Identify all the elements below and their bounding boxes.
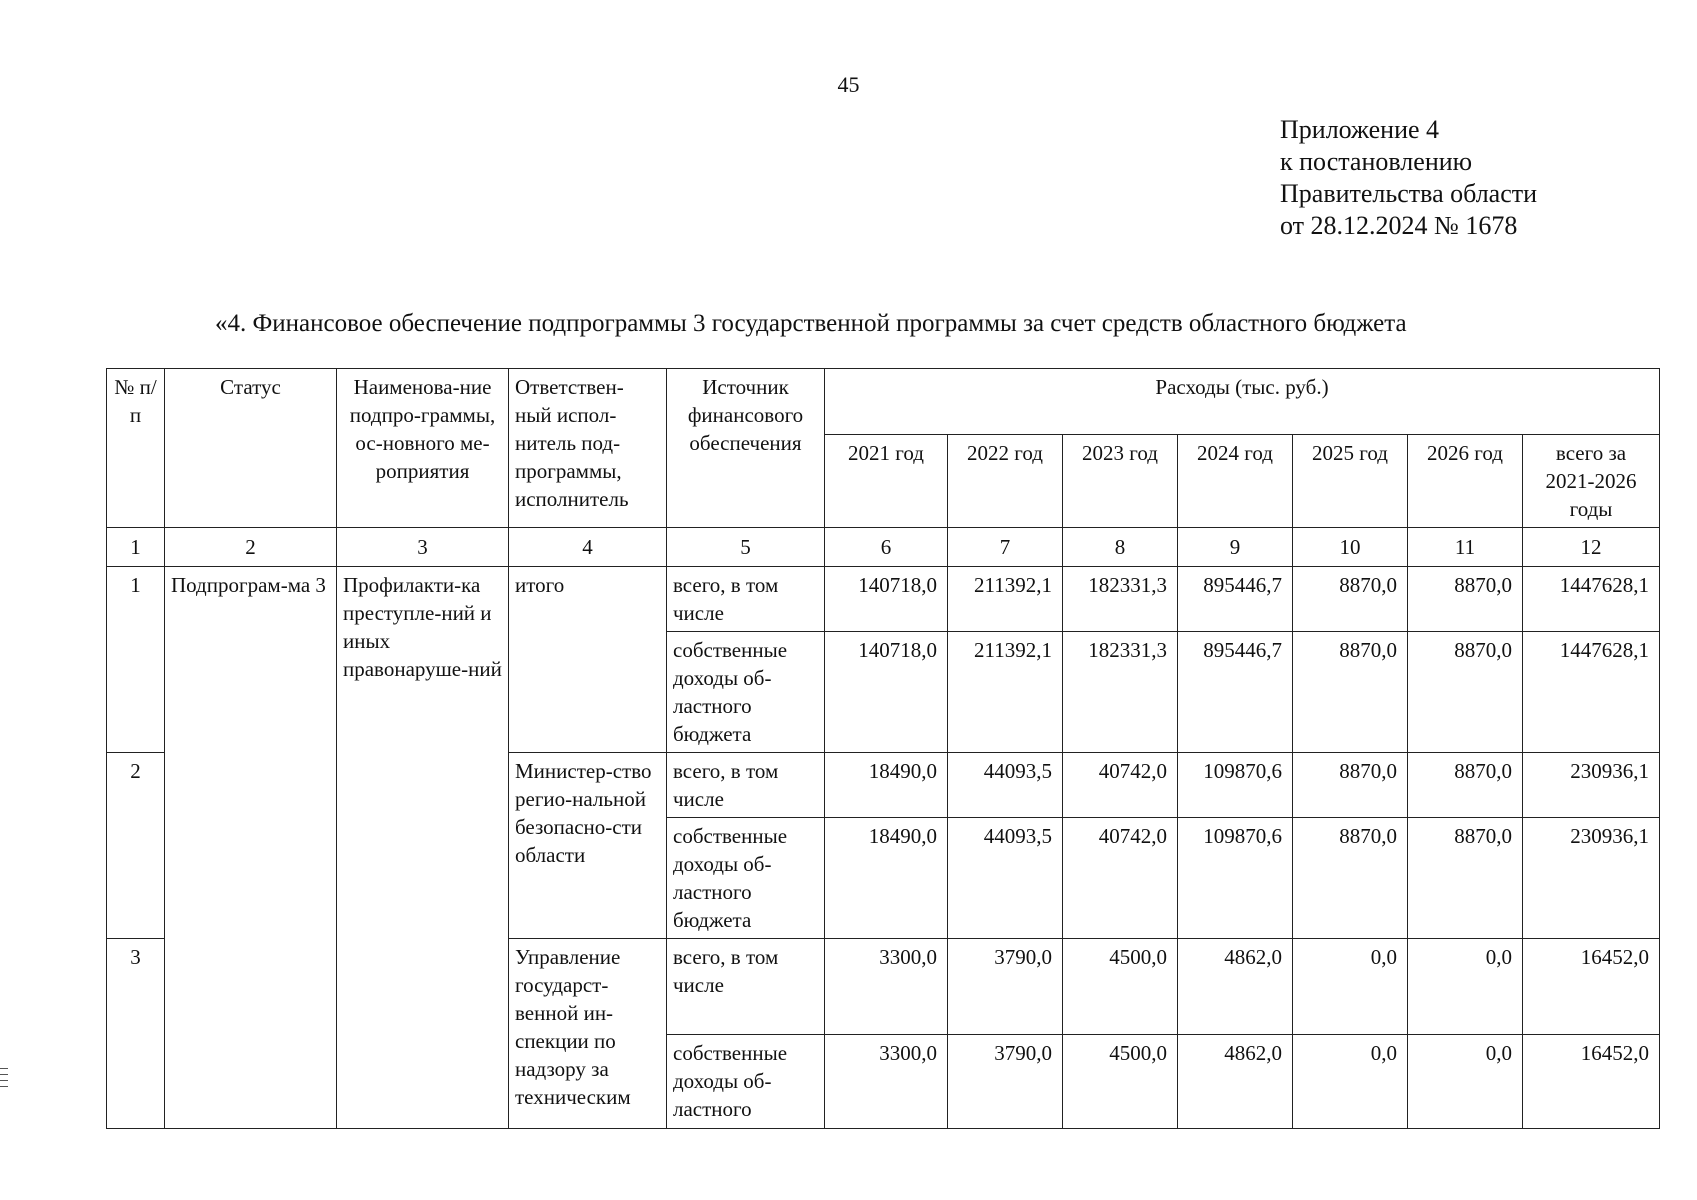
value-cell: 40742,0 [1063, 818, 1178, 939]
header-year-2025: 2025 год [1293, 435, 1408, 528]
value-cell: 230936,1 [1523, 753, 1660, 818]
column-number: 2 [165, 528, 337, 567]
appendix-line: Правительства области [1280, 179, 1538, 208]
value-cell: 16452,0 [1523, 1035, 1660, 1129]
header-year-2022: 2022 год [948, 435, 1063, 528]
value-cell: 211392,1 [948, 567, 1063, 632]
value-cell: 4862,0 [1178, 939, 1293, 1035]
value-cell: 182331,3 [1063, 632, 1178, 753]
header-source: Источник финансового обеспечения [667, 369, 825, 528]
source-cell: всего, в том числе [667, 939, 825, 1035]
source-cell: собственные доходы об-ластного [667, 1035, 825, 1129]
document-title: «4. Финансовое обеспечение подпрограммы 3 государственной программы за счет средств областного бюджета [215, 310, 1407, 337]
scan-mark [0, 1080, 8, 1081]
value-cell: 895446,7 [1178, 567, 1293, 632]
financing-table [106, 368, 1660, 1129]
header-name: Наименова-ние подпро-граммы, ос-новного ме-роприятия [337, 369, 509, 528]
header-num: № п/п [107, 369, 165, 528]
scan-margin-marks [0, 1068, 8, 1092]
column-number: 8 [1063, 528, 1178, 567]
value-cell: 109870,6 [1178, 818, 1293, 939]
appendix-line: от 28.12.2024 № 1678 [1280, 211, 1518, 240]
value-cell: 44093,5 [948, 818, 1063, 939]
table-row [107, 567, 1660, 632]
value-cell: 211392,1 [948, 632, 1063, 753]
value-cell: 3300,0 [825, 1035, 948, 1129]
column-number: 7 [948, 528, 1063, 567]
value-cell: 8870,0 [1293, 567, 1408, 632]
value-cell: 8870,0 [1408, 753, 1523, 818]
value-cell: 8870,0 [1408, 818, 1523, 939]
value-cell: 3790,0 [948, 1035, 1063, 1129]
value-cell: 1447628,1 [1523, 632, 1660, 753]
scan-mark [0, 1074, 8, 1075]
column-number: 1 [107, 528, 165, 567]
column-number: 10 [1293, 528, 1408, 567]
value-cell: 230936,1 [1523, 818, 1660, 939]
value-cell: 0,0 [1408, 939, 1523, 1035]
column-number: 3 [337, 528, 509, 567]
column-number: 6 [825, 528, 948, 567]
executor-cell: Управление государст-венной ин-спекции по надзору за техническим [509, 939, 667, 1129]
header-year-2021: 2021 год [825, 435, 948, 528]
value-cell: 895446,7 [1178, 632, 1293, 753]
row-number: 2 [107, 753, 165, 939]
value-cell: 4500,0 [1063, 939, 1178, 1035]
row-number: 1 [107, 567, 165, 753]
value-cell: 3790,0 [948, 939, 1063, 1035]
value-cell: 8870,0 [1293, 818, 1408, 939]
source-cell: собственные доходы об-ластного бюджета [667, 818, 825, 939]
value-cell: 8870,0 [1293, 753, 1408, 818]
header-year-2026: 2026 год [1408, 435, 1523, 528]
value-cell: 18490,0 [825, 753, 948, 818]
source-cell: всего, в том числе [667, 567, 825, 632]
value-cell: 8870,0 [1293, 632, 1408, 753]
column-number: 5 [667, 528, 825, 567]
value-cell: 4862,0 [1178, 1035, 1293, 1129]
value-cell: 3300,0 [825, 939, 948, 1035]
row-number: 3 [107, 939, 165, 1129]
header-expenses: Расходы (тыс. руб.) [825, 369, 1660, 435]
column-number: 12 [1523, 528, 1660, 567]
column-number: 9 [1178, 528, 1293, 567]
value-cell: 1447628,1 [1523, 567, 1660, 632]
value-cell: 44093,5 [948, 753, 1063, 818]
scan-mark [0, 1068, 8, 1069]
appendix-line: к постановлению [1280, 147, 1473, 176]
value-cell: 182331,3 [1063, 567, 1178, 632]
executor-cell: Министер-ство регио-нальной безопасно-сти области [509, 753, 667, 939]
value-cell: 140718,0 [825, 632, 948, 753]
column-number-row [107, 528, 1660, 567]
appendix-block [1280, 114, 1537, 242]
value-cell: 140718,0 [825, 567, 948, 632]
value-cell: 109870,6 [1178, 753, 1293, 818]
value-cell: 8870,0 [1408, 632, 1523, 753]
header-year-2024: 2024 год [1178, 435, 1293, 528]
value-cell: 40742,0 [1063, 753, 1178, 818]
appendix-line: Приложение 4 [1280, 115, 1440, 144]
value-cell: 18490,0 [825, 818, 948, 939]
header-executor: Ответствен-ный испол-нитель под-программы, исполнитель [509, 369, 667, 528]
header-status: Статус [165, 369, 337, 528]
source-cell: всего, в том числе [667, 753, 825, 818]
status-cell: Подпрограм-ма 3 [165, 567, 337, 1129]
value-cell: 8870,0 [1408, 567, 1523, 632]
value-cell: 16452,0 [1523, 939, 1660, 1035]
header-year-2023: 2023 год [1063, 435, 1178, 528]
value-cell: 4500,0 [1063, 1035, 1178, 1129]
value-cell: 0,0 [1408, 1035, 1523, 1129]
executor-cell: итого [509, 567, 667, 753]
source-cell: собственные доходы об-ластного бюджета [667, 632, 825, 753]
program-name-cell: Профилакти-ка преступле-ний и иных правонаруше-ний [337, 567, 509, 1129]
scan-mark [0, 1086, 8, 1087]
column-number: 4 [509, 528, 667, 567]
page-number: 45 [837, 72, 860, 97]
column-number: 11 [1408, 528, 1523, 567]
header-total: всего за 2021-2026 годы [1523, 435, 1660, 528]
value-cell: 0,0 [1293, 1035, 1408, 1129]
value-cell: 0,0 [1293, 939, 1408, 1035]
